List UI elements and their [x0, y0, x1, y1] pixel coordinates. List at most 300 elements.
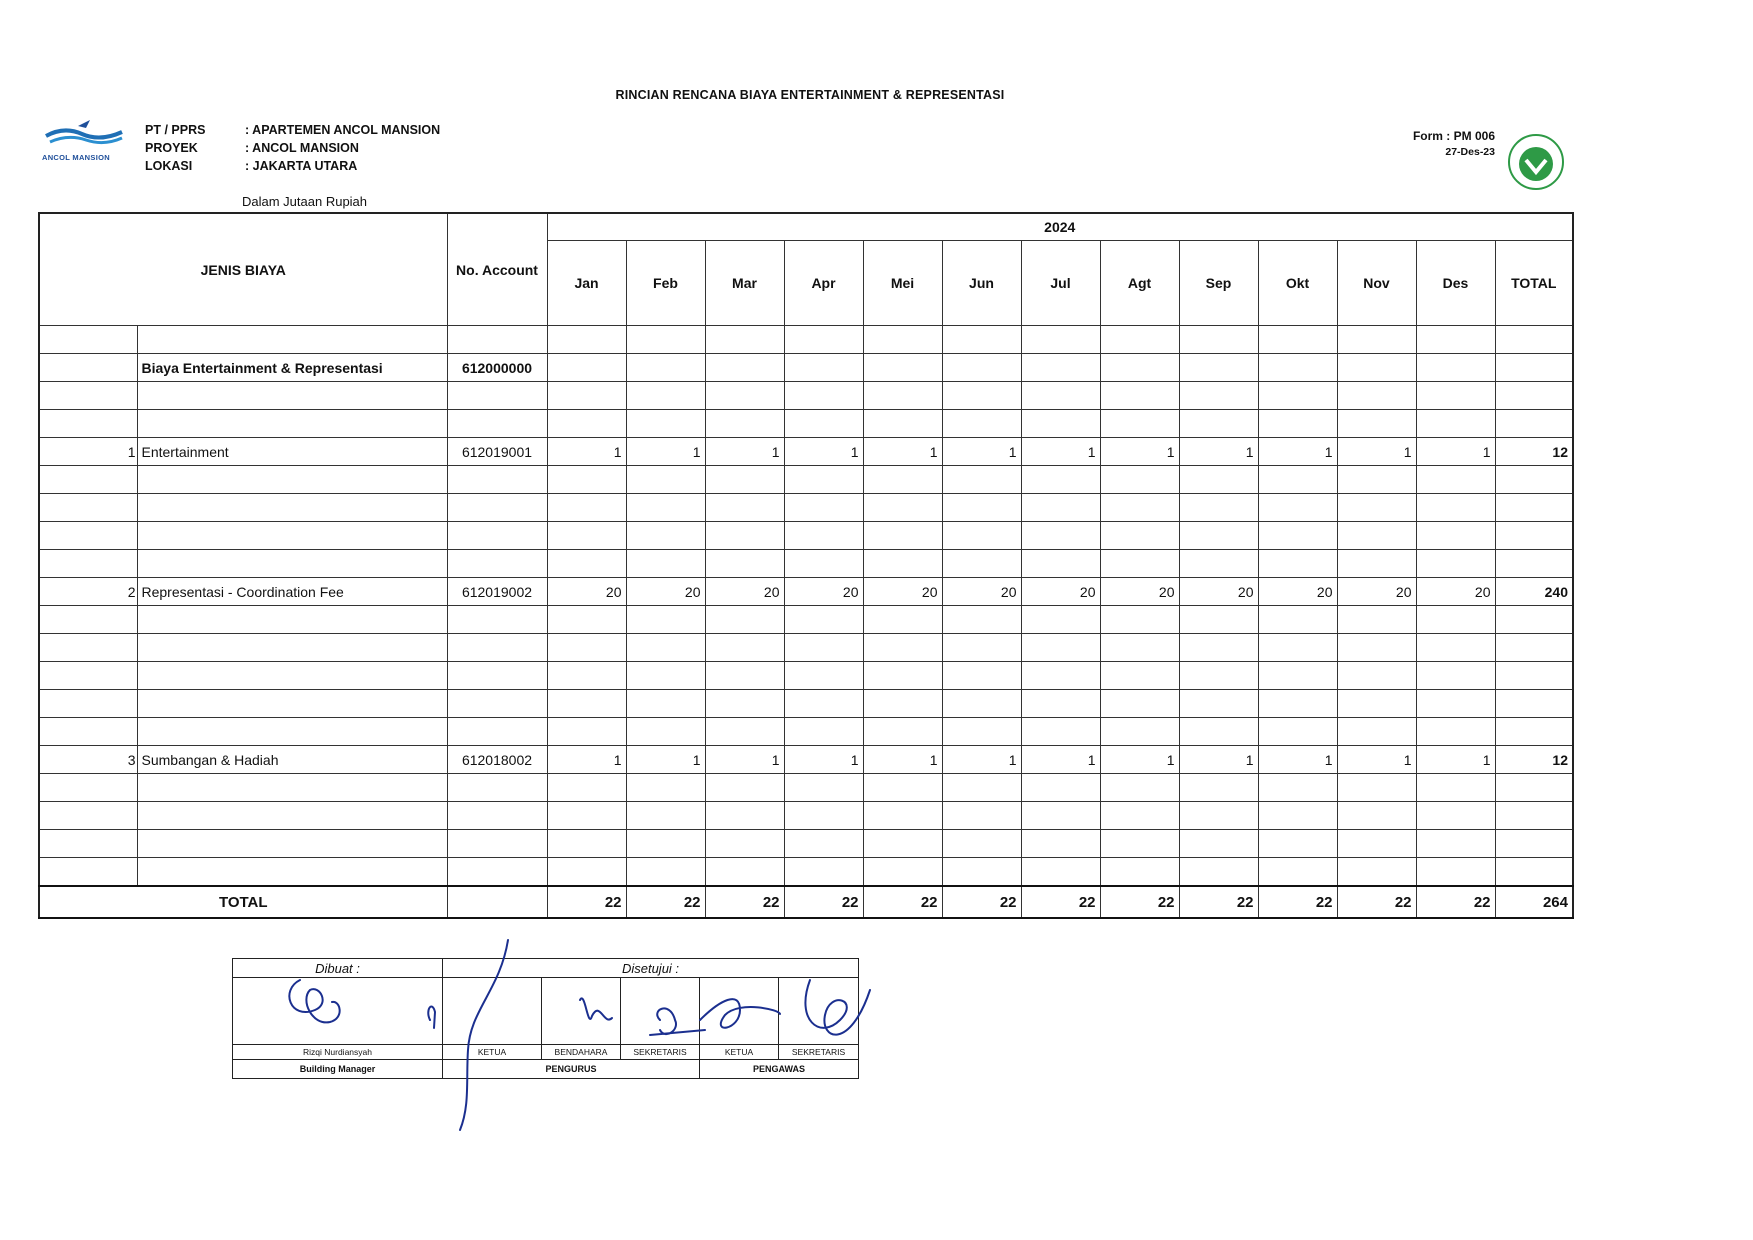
month-value: 20	[1258, 578, 1337, 606]
table-cell	[137, 326, 447, 354]
table-cell	[1495, 606, 1573, 634]
month-value: 20	[1416, 578, 1495, 606]
table-cell	[626, 550, 705, 578]
table-row-empty	[39, 858, 1573, 887]
table-cell	[1337, 634, 1416, 662]
table-cell	[1100, 634, 1179, 662]
table-cell	[784, 774, 863, 802]
table-cell	[1021, 354, 1100, 382]
table-cell	[1100, 774, 1179, 802]
table-cell	[547, 662, 626, 690]
table-cell	[1179, 410, 1258, 438]
wave-logo-icon	[42, 116, 126, 146]
item-total: 240	[1495, 578, 1573, 606]
table-cell	[1021, 522, 1100, 550]
table-cell	[1100, 410, 1179, 438]
table-cell	[1179, 634, 1258, 662]
table-cell	[863, 410, 942, 438]
month-value: 20	[1021, 578, 1100, 606]
month-value: 1	[1100, 746, 1179, 774]
table-cell	[1100, 522, 1179, 550]
table-cell	[784, 802, 863, 830]
month-value: 20	[784, 578, 863, 606]
table-cell	[1337, 606, 1416, 634]
meta-value: : ANCOL MANSION	[245, 141, 359, 155]
table-cell	[1100, 662, 1179, 690]
table-cell	[39, 858, 137, 887]
header-account-label: No. Account	[456, 261, 538, 278]
table-cell	[547, 774, 626, 802]
table-cell	[942, 774, 1021, 802]
table-cell	[784, 494, 863, 522]
table-cell	[705, 830, 784, 858]
table-cell	[942, 354, 1021, 382]
table-cell	[1258, 718, 1337, 746]
table-cell	[1258, 802, 1337, 830]
table-cell	[1337, 354, 1416, 382]
table-cell	[1021, 634, 1100, 662]
table-cell	[1337, 662, 1416, 690]
table-cell	[547, 858, 626, 887]
header-total: TOTAL	[1495, 241, 1573, 326]
table-cell	[1416, 802, 1495, 830]
table-cell	[626, 494, 705, 522]
table-cell	[1258, 326, 1337, 354]
month-value: 1	[1021, 746, 1100, 774]
table-cell	[447, 830, 547, 858]
table-cell	[39, 466, 137, 494]
table-cell	[863, 858, 942, 887]
total-month-value: 22	[1416, 886, 1495, 918]
table-cell	[863, 522, 942, 550]
table-cell	[1337, 522, 1416, 550]
signature-box	[621, 978, 700, 1045]
table-cell	[784, 326, 863, 354]
signature-table	[232, 958, 859, 1079]
table-cell	[784, 718, 863, 746]
meta-key: LOKASI	[145, 159, 193, 173]
table-cell	[1179, 466, 1258, 494]
table-cell	[1021, 802, 1100, 830]
dibuat-label: Dibuat :	[233, 959, 443, 978]
table-cell	[1495, 494, 1573, 522]
table-cell	[942, 606, 1021, 634]
table-cell	[705, 858, 784, 887]
month-value: 1	[1416, 746, 1495, 774]
table-cell	[942, 466, 1021, 494]
table-cell	[626, 802, 705, 830]
meta-value: : JAKARTA UTARA	[245, 159, 358, 173]
green-seal-icon	[1505, 132, 1567, 192]
table-cell	[626, 690, 705, 718]
table-cell	[1179, 802, 1258, 830]
month-value: 1	[547, 746, 626, 774]
month-value: 1	[942, 746, 1021, 774]
total-month-value: 22	[705, 886, 784, 918]
month-value: 1	[1021, 438, 1100, 466]
table-cell	[447, 494, 547, 522]
table-cell	[705, 466, 784, 494]
table-cell	[1495, 830, 1573, 858]
table-cell	[547, 522, 626, 550]
month-value: 1	[1179, 438, 1258, 466]
table-row-total	[39, 886, 1573, 918]
total-month-value: 22	[1258, 886, 1337, 918]
table-cell	[547, 550, 626, 578]
table-cell	[1179, 774, 1258, 802]
table-cell	[137, 382, 447, 410]
total-month-value: 22	[1021, 886, 1100, 918]
table-cell	[447, 550, 547, 578]
table-cell	[863, 494, 942, 522]
table-cell	[1100, 494, 1179, 522]
table-cell	[863, 634, 942, 662]
table-row-empty	[39, 326, 1573, 354]
table-cell	[1258, 522, 1337, 550]
table-cell	[137, 410, 447, 438]
table-cell	[942, 830, 1021, 858]
table-cell	[1258, 858, 1337, 887]
role-label: BENDAHARA	[542, 1045, 621, 1060]
item-number: 3	[39, 746, 137, 774]
table-cell	[942, 326, 1021, 354]
table-cell	[626, 858, 705, 887]
table-cell	[1337, 494, 1416, 522]
table-cell	[784, 522, 863, 550]
table-cell	[1416, 830, 1495, 858]
table-cell	[1337, 326, 1416, 354]
table-cell	[784, 354, 863, 382]
table-cell	[1021, 774, 1100, 802]
table-cell	[137, 718, 447, 746]
table-cell	[705, 606, 784, 634]
meta-key: PT / PPRS	[145, 123, 206, 137]
table-cell	[137, 550, 447, 578]
table-cell	[863, 326, 942, 354]
table-cell	[784, 830, 863, 858]
table-cell	[1416, 690, 1495, 718]
table-cell	[547, 354, 626, 382]
table-cell	[447, 718, 547, 746]
table-cell	[39, 522, 137, 550]
total-month-value: 22	[547, 886, 626, 918]
table-cell	[1021, 466, 1100, 494]
month-value: 1	[1337, 438, 1416, 466]
header-month: Mei	[863, 241, 942, 326]
category-label: Biaya Entertainment & Representasi	[137, 354, 447, 382]
table-cell	[1416, 522, 1495, 550]
table-cell	[784, 690, 863, 718]
table-cell	[1100, 606, 1179, 634]
table-cell	[705, 774, 784, 802]
table-cell	[1100, 802, 1179, 830]
signature-box	[233, 978, 443, 1045]
table-cell	[1337, 410, 1416, 438]
table-cell	[137, 830, 447, 858]
table-cell	[1100, 354, 1179, 382]
table-cell	[137, 858, 447, 887]
table-cell	[547, 494, 626, 522]
table-cell	[626, 830, 705, 858]
header-account	[447, 213, 547, 326]
table-cell	[863, 466, 942, 494]
header-month: Jun	[942, 241, 1021, 326]
table-cell	[1100, 382, 1179, 410]
table-cell	[1021, 382, 1100, 410]
month-value: 1	[784, 438, 863, 466]
table-cell	[1179, 382, 1258, 410]
total-month-value: 22	[1100, 886, 1179, 918]
table-cell	[942, 690, 1021, 718]
table-cell	[942, 858, 1021, 887]
table-cell	[626, 718, 705, 746]
table-cell	[137, 690, 447, 718]
pengawas-label: PENGAWAS	[700, 1060, 859, 1079]
table-cell	[626, 522, 705, 550]
table-cell	[705, 494, 784, 522]
table-cell	[39, 494, 137, 522]
table-cell	[784, 662, 863, 690]
table-cell	[1021, 718, 1100, 746]
signature-box	[779, 978, 859, 1045]
table-cell	[1495, 382, 1573, 410]
table-cell	[39, 634, 137, 662]
unit-note: Dalam Jutaan Rupiah	[242, 194, 368, 209]
table-cell	[1258, 606, 1337, 634]
table-cell	[1179, 662, 1258, 690]
table-row-category	[39, 354, 1573, 382]
table-row-empty	[39, 802, 1573, 830]
month-value: 1	[547, 438, 626, 466]
table-row-empty	[39, 494, 1573, 522]
table-cell	[1021, 606, 1100, 634]
table-cell	[447, 690, 547, 718]
table-cell	[1021, 662, 1100, 690]
budget-table	[38, 212, 1574, 919]
month-value: 1	[705, 746, 784, 774]
item-account: 612019001	[447, 438, 547, 466]
table-cell	[447, 522, 547, 550]
header-month: Okt	[1258, 241, 1337, 326]
table-cell	[39, 410, 137, 438]
month-value: 1	[1258, 438, 1337, 466]
grand-total: 264	[1495, 886, 1573, 918]
table-cell	[1416, 662, 1495, 690]
table-cell	[547, 466, 626, 494]
table-cell	[1258, 830, 1337, 858]
table-cell	[1495, 662, 1573, 690]
table-row-empty	[39, 382, 1573, 410]
signer-position: Building Manager	[233, 1060, 443, 1079]
table-cell	[39, 550, 137, 578]
table-cell	[626, 606, 705, 634]
table-cell	[39, 662, 137, 690]
table-cell	[1179, 326, 1258, 354]
table-cell	[1337, 466, 1416, 494]
table-cell	[1021, 830, 1100, 858]
month-value: 20	[626, 578, 705, 606]
table-cell	[1258, 690, 1337, 718]
month-value: 1	[626, 746, 705, 774]
table-cell	[1021, 690, 1100, 718]
table-cell	[1179, 718, 1258, 746]
table-cell	[547, 382, 626, 410]
table-cell	[1416, 550, 1495, 578]
table-cell	[1495, 522, 1573, 550]
role-label: SEKRETARIS	[621, 1045, 700, 1060]
table-cell	[447, 858, 547, 887]
item-number: 1	[39, 438, 137, 466]
table-cell	[626, 662, 705, 690]
table-row-empty	[39, 466, 1573, 494]
table-cell	[1258, 494, 1337, 522]
total-month-value: 22	[784, 886, 863, 918]
table-cell	[1021, 858, 1100, 887]
table-cell	[705, 522, 784, 550]
table-row-empty	[39, 774, 1573, 802]
table-cell	[1416, 326, 1495, 354]
table-cell	[1179, 522, 1258, 550]
table-cell	[1100, 858, 1179, 887]
table-cell	[1337, 830, 1416, 858]
signature-box	[700, 978, 779, 1045]
table-cell	[447, 634, 547, 662]
table-cell	[1495, 550, 1573, 578]
month-value: 1	[626, 438, 705, 466]
table-cell	[39, 830, 137, 858]
table-cell	[1416, 382, 1495, 410]
table-cell	[626, 410, 705, 438]
month-value: 20	[1100, 578, 1179, 606]
total-month-value: 22	[863, 886, 942, 918]
table-cell	[626, 354, 705, 382]
table-cell	[863, 774, 942, 802]
header-month: Sep	[1179, 241, 1258, 326]
table-cell	[1495, 354, 1573, 382]
table-cell	[1258, 382, 1337, 410]
table-cell	[137, 662, 447, 690]
table-cell	[1416, 634, 1495, 662]
table-cell	[39, 354, 137, 382]
table-cell	[137, 522, 447, 550]
table-cell	[1258, 634, 1337, 662]
table-cell	[1021, 494, 1100, 522]
table-cell	[39, 326, 137, 354]
table-cell	[1416, 410, 1495, 438]
signer-name: Rizqi Nurdiansyah	[233, 1045, 443, 1060]
table-cell	[942, 410, 1021, 438]
item-account: 612018002	[447, 746, 547, 774]
table-cell	[1495, 690, 1573, 718]
table-cell	[784, 858, 863, 887]
header-month: Nov	[1337, 241, 1416, 326]
table-cell	[1495, 326, 1573, 354]
table-cell	[1337, 690, 1416, 718]
table-cell	[626, 774, 705, 802]
table-cell	[1258, 662, 1337, 690]
table-cell	[1416, 774, 1495, 802]
table-cell	[1337, 550, 1416, 578]
month-value: 1	[1337, 746, 1416, 774]
table-cell	[1495, 774, 1573, 802]
table-cell	[1021, 410, 1100, 438]
disetujui-label: Disetujui :	[443, 959, 859, 978]
table-cell	[1258, 354, 1337, 382]
table-cell	[705, 354, 784, 382]
table-cell	[1495, 802, 1573, 830]
table-cell	[863, 354, 942, 382]
table-cell	[447, 662, 547, 690]
table-cell	[39, 802, 137, 830]
month-value: 20	[942, 578, 1021, 606]
table-cell	[784, 466, 863, 494]
table-cell	[784, 382, 863, 410]
table-cell	[1337, 774, 1416, 802]
table-cell	[705, 634, 784, 662]
table-cell	[784, 606, 863, 634]
month-value: 1	[863, 746, 942, 774]
table-cell	[784, 410, 863, 438]
form-info	[1355, 128, 1495, 160]
month-value: 1	[942, 438, 1021, 466]
total-label: TOTAL	[39, 886, 447, 918]
table-cell	[137, 466, 447, 494]
header-month: Apr	[784, 241, 863, 326]
table-cell	[1100, 718, 1179, 746]
table-cell	[447, 382, 547, 410]
table-cell	[942, 662, 1021, 690]
table-row	[39, 578, 1573, 606]
table-cell	[626, 382, 705, 410]
item-number: 2	[39, 578, 137, 606]
table-cell	[863, 606, 942, 634]
table-cell	[137, 802, 447, 830]
table-cell	[863, 550, 942, 578]
table-cell	[1416, 718, 1495, 746]
table-cell	[1416, 606, 1495, 634]
table-cell	[942, 802, 1021, 830]
document-meta	[143, 120, 442, 176]
table-cell	[1258, 466, 1337, 494]
table-row-empty	[39, 718, 1573, 746]
table-cell	[1495, 718, 1573, 746]
role-label: KETUA	[700, 1045, 779, 1060]
table-cell	[1100, 830, 1179, 858]
table-cell	[547, 830, 626, 858]
table-cell	[1179, 858, 1258, 887]
logo-text: ANCOL MANSION	[42, 153, 110, 162]
table-row-empty	[39, 830, 1573, 858]
table-cell	[447, 326, 547, 354]
table-row	[39, 746, 1573, 774]
table-cell	[39, 718, 137, 746]
table-cell	[1416, 466, 1495, 494]
table-cell	[1416, 858, 1495, 887]
item-account: 612019002	[447, 578, 547, 606]
table-cell	[1337, 718, 1416, 746]
table-row	[39, 438, 1573, 466]
item-total: 12	[1495, 438, 1573, 466]
table-cell	[784, 634, 863, 662]
table-cell	[547, 718, 626, 746]
month-value: 1	[1416, 438, 1495, 466]
table-cell	[1179, 550, 1258, 578]
category-account: 612000000	[447, 354, 547, 382]
month-value: 1	[1258, 746, 1337, 774]
month-value: 1	[863, 438, 942, 466]
table-row-empty	[39, 410, 1573, 438]
table-cell	[626, 326, 705, 354]
